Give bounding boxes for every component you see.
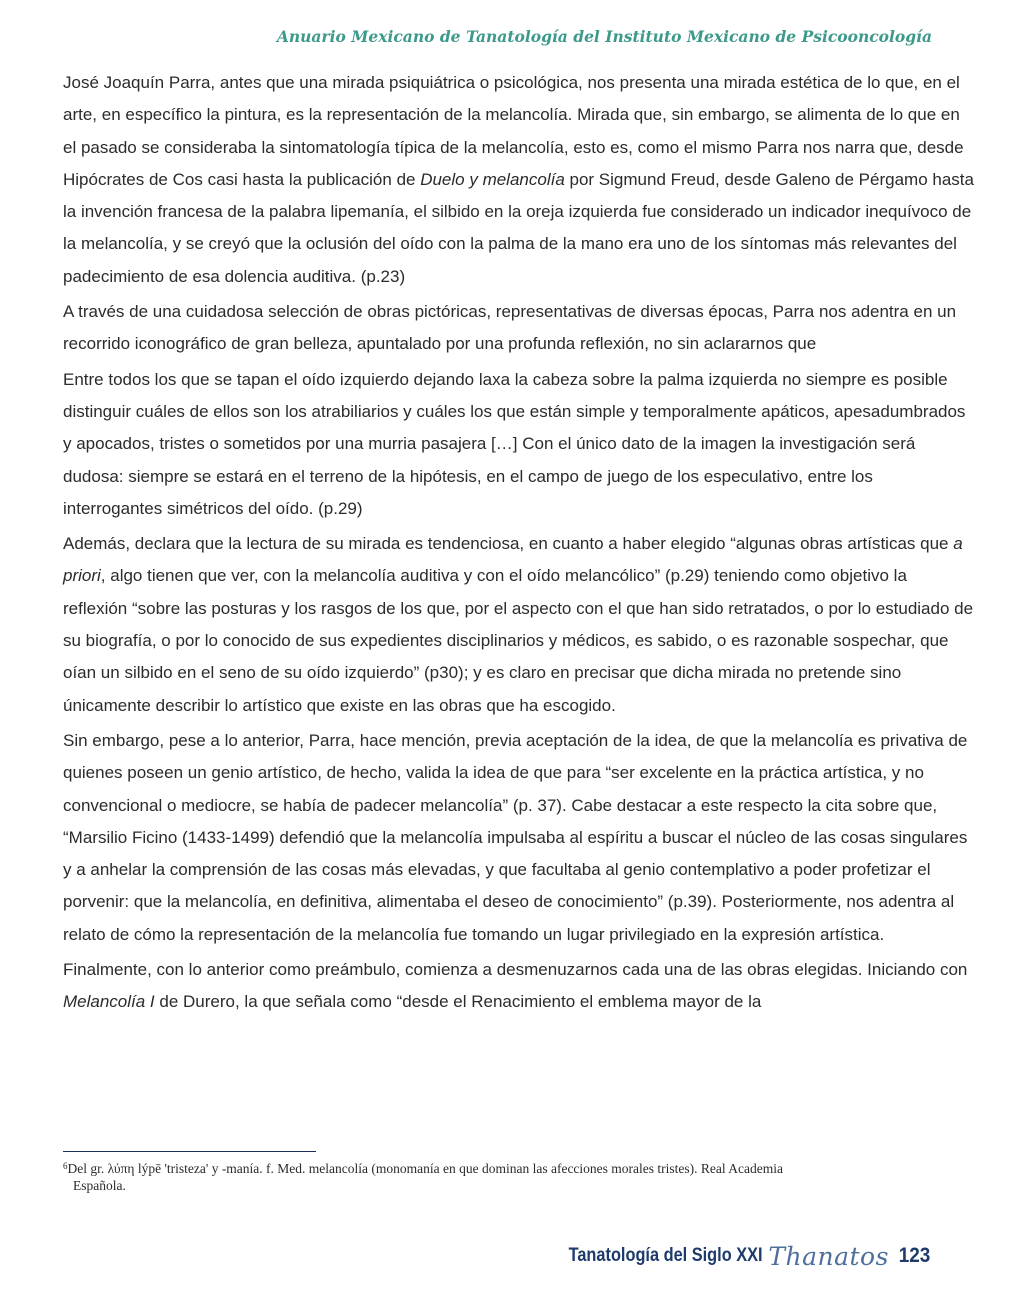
paragraph-1: José Joaquín Parra, antes que una mirada psiquiátrica o psicológica, nos presenta una mirada estética de lo que, en el arte, en específico la pintura, es la representación de la melancolía. Mirada que, sin embargo, se alimenta de lo que en el pasado se consideraba la sintomatología típica de la melancolía, esto es, como el mismo Parra nos narra que, desde Hipócrates de Cos casi hasta la publicación de Duelo y melancolía por Sigmund Freud, desde Galeno de Pérgamo hasta la invención francesa de la palabra lipemanía, el silbido en la oreja izquierda fue considerado un indicador inequívoco de la melancolía, y se creyó que la oclusión del oído con la palma de la mano era uno de los síntomas más relevantes del padecimiento de esa dolencia auditiva. (p.23) — [63, 73, 974, 286]
paragraph-6: Finalmente, con lo anterior como preámbulo, comienza a desmenuzarnos cada una de las obras elegidas. Iniciando con Melancolía I de Durero, la que señala como “desde el Renacimiento el emblema mayor de la — [63, 960, 968, 1012]
thanatos-logo: Thanatos — [768, 1241, 889, 1271]
page-footer — [537, 1238, 932, 1274]
book-title: Duelo y melancolía — [420, 169, 565, 189]
footnote: $^6$Del gr. λύπη lýpē 'tristeza' y -manía. f. Med. melancolía (monomanía en que dominan las afecciones morales tristes). Real Academia Española. — [63, 1161, 783, 1193]
page-number: 123 — [898, 1244, 931, 1267]
footnote-divider — [63, 1151, 316, 1152]
footer-journal-title: Tanatología del Siglo XXI — [568, 1245, 763, 1266]
article-body — [63, 67, 975, 1022]
paragraph-2: A través de una cuidadosa selección de obras pictóricas, representativas de diversas épocas, Parra nos adentra en un recorrido iconográfico de gran belleza, apuntalado por una profunda reflexión, no sin aclararnos que — [63, 302, 957, 354]
running-head: Anuario Mexicano de Tanatología del Instituto Mexicano de Psicooncología — [276, 27, 932, 46]
paragraph-5: Sin embargo, pese a lo anterior, Parra, hace mención, previa aceptación de la idea, de que la melancolía es privativa de quienes poseen un genio artístico, de hecho, valida la idea de que para “ser excelente en la práctica artística, y no convencional o mediocre, se había de padecer melancolía” (p. 37). Cabe destacar a este respecto la cita sobre que, “Marsilio Ficino (1433-1499) defendió que la melancolía impulsaba al espíritu a buscar el núcleo de las cosas singulares y a anhelar la comprensión de las cosas más elevadas, y que facultaba al genio contemplativo a poder profetizar el porvenir: que la melancolía, en definitiva, alimentaba el deseo de conocimiento” (p.39). Posteriormente, nos adentra al relato de cómo la representación de la melancolía fue tomando un lugar privilegiado en la expresión artística. — [63, 730, 968, 944]
block-quote: Entre todos los que se tapan el oído izquierdo dejando laxa la cabeza sobre la palma izquierda no siempre es posible distinguir cuáles de ellos son los atrabiliarios y cuáles los que están simple y temporalmente apáticos, apesadumbrados y apocados, tristes o sometidos por una murria pasajera […] Con el único dato de la imagen la investigación será dudosa: siempre se estará en el terreno de la hipótesis, en el campo de juego de los especulativo, entre los interrogantes simétricos del oído. (p.29) — [63, 369, 966, 518]
footnote-marker: 6 — [63, 1161, 68, 1171]
paragraph-4: Además, declara que la lectura de su mirada es tendenciosa, en cuanto a haber elegido “algunas obras artísticas que a priori, algo tienen que ver, con la melancolía auditiva y con el oído melancólico” (p.29) teniendo como objetivo la reflexión “sobre las posturas y los rasgos de los que, por el aspecto con el que han sido retratados, o por lo estudiado de su biografía, o por lo conocido de sus expedientes disciplinarios y médicos, es sabido, o es razonable sospechar, que oían un silbido en el seno de su oído izquierdo” (p30); y es claro en precisar que dicha mirada no pretende sino únicamente describir lo artístico que existe en las obras que ha escogido. — [63, 534, 974, 715]
